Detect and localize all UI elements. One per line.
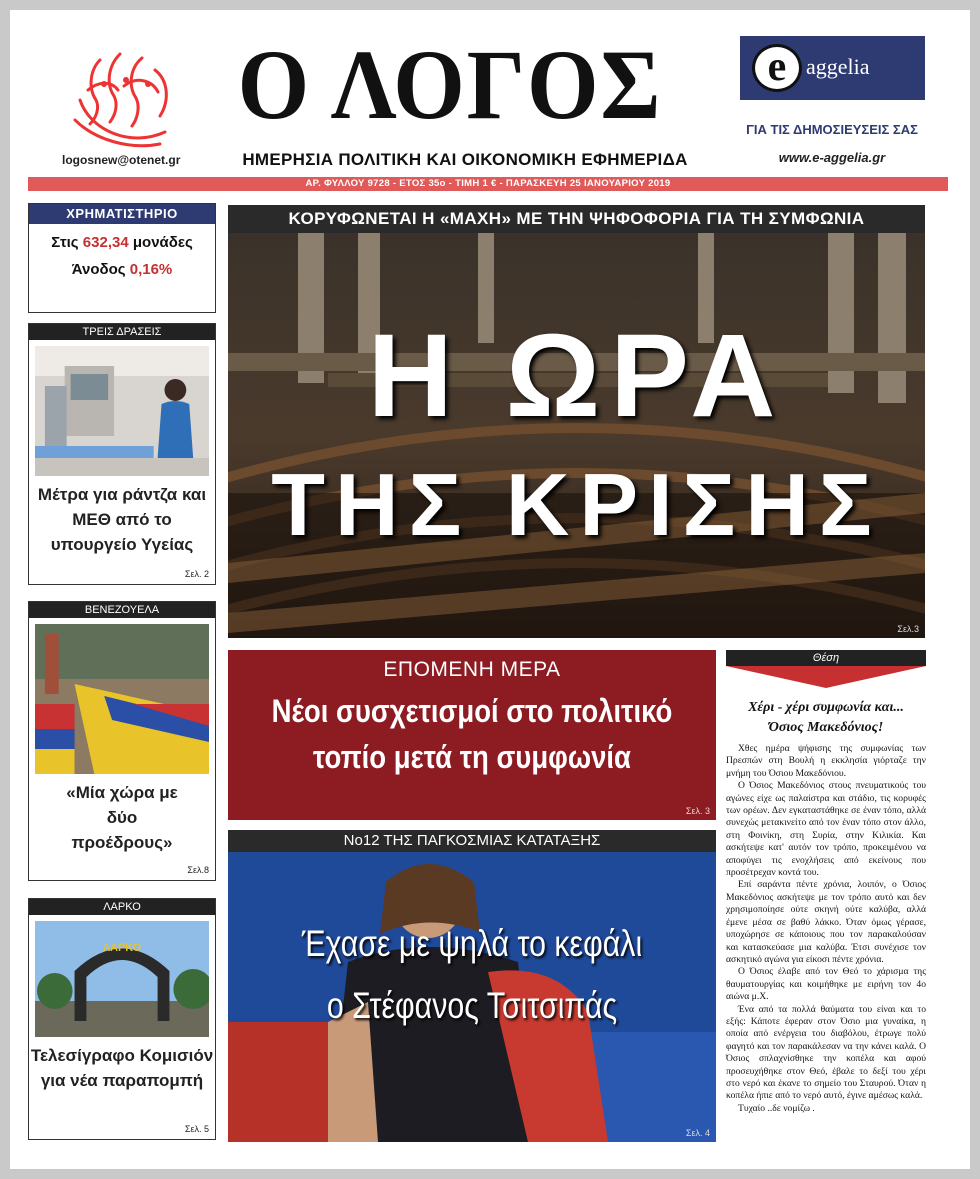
- column-body: [726, 743, 926, 1115]
- stock-change: [29, 261, 215, 278]
- column-triangle-decoration: [726, 666, 926, 688]
- sidebar-story-larco[interactable]: [28, 898, 216, 1140]
- page-reference: Σελ. 3: [685, 806, 710, 816]
- page-reference: Σελ.3: [897, 624, 919, 634]
- issue-info-bar: ΑΡ. ΦΥΛΛΟΥ 9728 - ΕΤΟΣ 35ο - ΤΙΜΗ 1 € - ΠΑΡΑΣΚΕΥΗ 25 ΙΑΝΟΥΑΡΙΟΥ 2019: [28, 177, 948, 191]
- page-reference: Σελ. 4: [685, 1128, 710, 1138]
- e-aggelia-brand: aggelia: [806, 54, 870, 79]
- venezuela-protest-photo: [35, 624, 209, 774]
- masthead-title: Ο ΛΟΓΟΣ: [237, 29, 663, 140]
- column-title[interactable]: [726, 698, 926, 738]
- lead-headline-line1: Η ΩΡΑ: [367, 310, 786, 442]
- larco-sign-text: ΛΑΡΚΟ: [102, 941, 142, 955]
- stock-points-value: 632,34: [82, 234, 129, 251]
- lead-headline-line2: ΤΗΣ ΚΡΙΣΗΣ: [271, 455, 882, 554]
- second-story-box[interactable]: [228, 650, 716, 820]
- sidebar-kicker: ΤΡΕΙΣ ΔΡΑΣΕΙΣ: [29, 324, 215, 340]
- page-reference: Σελ.8: [187, 865, 209, 875]
- page-reference: Σελ. 5: [184, 1124, 209, 1134]
- stock-change-prefix: Άνοδος: [71, 261, 126, 278]
- page-reference: Σελ. 2: [184, 569, 209, 579]
- sidebar-kicker: ΛΑΡΚΟ: [29, 899, 215, 915]
- e-aggelia-ad[interactable]: [740, 36, 925, 100]
- sidebar-story-health[interactable]: [28, 323, 216, 585]
- lead-story-photo[interactable]: [228, 233, 925, 638]
- column-paragraph: Χθες ημέρα ψήφισης της συμφωνίας των Πρεσπών στη Βουλή η εκκλησία γιόρταζε την μνήμη του Όσιου Μακεδόνιου.: [726, 743, 926, 779]
- sidebar-kicker: ΒΕΝΕΖΟΥΕΛΑ: [29, 602, 215, 618]
- second-headline-line2: τοπίο μετά τη συμφωνία: [313, 739, 631, 775]
- sports-headline-line1: Έχασε με ψηλά το κεφάλι: [301, 923, 643, 964]
- stock-points: [29, 234, 215, 251]
- tennis-player-photo[interactable]: [228, 852, 716, 1142]
- masthead-tagline: ΗΜΕΡΗΣΙΑ ΠΟΛΙΤΙΚΗ ΚΑΙ ΟΙΚΟΝΟΜΙΚΗ ΕΦΗΜΕΡΙΔΑ: [242, 150, 688, 169]
- ad-subtitle: ΓΙΑ ΤΙΣ ΔΗΜΟΣΙΕΥΣΕΙΣ ΣΑΣ: [746, 122, 918, 137]
- lead-kicker: ΚΟΡΥΦΩΝΕΤΑΙ Η «ΜΑΧΗ» ΜΕ ΤΗΝ ΨΗΦΟΦΟΡΙΑ ΓΙΑ ΤΗ ΣΥΜΦΩΝΙΑ: [228, 205, 925, 233]
- second-kicker: ΕΠΟΜΕΝΗ ΜΕΡΑ: [383, 658, 561, 681]
- column-title-line2: Όσιος Μακεδόνιος!: [768, 720, 884, 735]
- stock-title: ΧΡΗΜΑΤΙΣΤΗΡΙΟ: [29, 204, 215, 224]
- stock-change-value: 0,16%: [129, 261, 173, 278]
- stock-points-prefix: Στις: [51, 234, 79, 251]
- column-paragraph: Ο Όσιος έλαβε από τον Θεό το χάρισμα της θαυματουργίας και κοιμήθηκε με ειρήνη τον 4ο αιώνα μ.Χ.: [726, 966, 926, 1003]
- sidebar-headline: «Μία χώρα με δύο προέδρους»: [66, 783, 178, 852]
- sidebar-story-venezuela[interactable]: [28, 601, 216, 881]
- column-paragraph: Ο Όσιος Μακεδόνιος στους πνευματικούς του αγώνες είχε ως παλαίστρα και στάδιο, τις κορυφές των ορέων. Δεν εγκαταστάθηκε σε έναν τόπο, αλλά συνεχώς μετακινείτο από τον έναν τόπο στον άλλο, στη Φοινίκη, στη Συρία, στην Κιλικία. Και ασκήτεψε κατ' αυτόν τον τρόπο, προκειμένου να αποφύγει τις ενοχλήσεις από εκείνους που προσέτρεχαν κοντά του.: [726, 780, 926, 879]
- sports-headline-line2: ο Στέφανος Τσιτσιπάς: [326, 985, 618, 1026]
- larco-gate-photo: [35, 921, 209, 1037]
- column-paragraph: Επί σαράντα πέντε χρόνια, λοιπόν, ο Όσιος Μακεδόνιος ασκήτεψε με τον τρόπο αυτό και δεν χρησιμοποίησε ούτε σκηνή ούτε καλύβα, αλλά έμενε μέσα σε βαθύ λάκκο. Όταν όμως γέρασε, υποχώρησε σε κάποιους που τον παρακαλούσαν και κατασκεύασε μια καλύβα. Έτσι συνέχισε τον ασκητικό αγώνα για είκοσι πέντε χρόνια.: [726, 879, 926, 965]
- hospital-photo: [35, 346, 209, 476]
- stock-points-suffix: μονάδες: [132, 234, 193, 251]
- sports-kicker: Νο12 ΤΗΣ ΠΑΓΚΟΣΜΙΑΣ ΚΑΤΑΤΑΞΗΣ: [228, 830, 716, 852]
- column-paragraph: Ένα από τα πολλά θαύματα του είναι και το εξής: Κάποτε έφεραν στον Όσιο μια γυναίκα, η οποία από ενέργεια του διαβόλου, έτρωγε πολύ φαγητό και τον παρακάλεσαν να την κάνει καλά. Ο Όσιος σπλαχνίσθηκε την κοπέλα και αφού προσευχήθηκε στον Θεό, έβαλε το δεξί του χέρι στο νερό και έκανε το σημείο του Σταυρού. Όταν η κοπέλα ήπιε από το νερό αυτό, έγινε αμέσως καλά.: [726, 1003, 926, 1102]
- column-title-line1: Χέρι - χέρι συμφωνία και...: [748, 700, 904, 715]
- ad-url[interactable]: www.e-aggelia.gr: [778, 150, 886, 165]
- faces-logo-icon: [60, 40, 185, 160]
- newspaper-front-page: [10, 10, 970, 1169]
- column-paragraph: Τυχαίο ..δε νομίζω .: [738, 1102, 815, 1114]
- stock-market-box[interactable]: [28, 203, 216, 313]
- sidebar-headline: Τελεσίγραφο Κομισιόν για νέα παραπομπή: [30, 1046, 214, 1090]
- e-aggelia-logo-icon: e: [752, 44, 802, 92]
- second-headline-line1: Νέοι συσχετισμοί στο πολιτικό: [271, 693, 673, 729]
- sidebar-headline: Μέτρα για ράντζα και ΜΕΘ από το υπουργείο Υγείας: [37, 485, 207, 554]
- contact-email: logosnew@otenet.gr: [62, 153, 181, 167]
- column-label: Θέση: [726, 650, 926, 666]
